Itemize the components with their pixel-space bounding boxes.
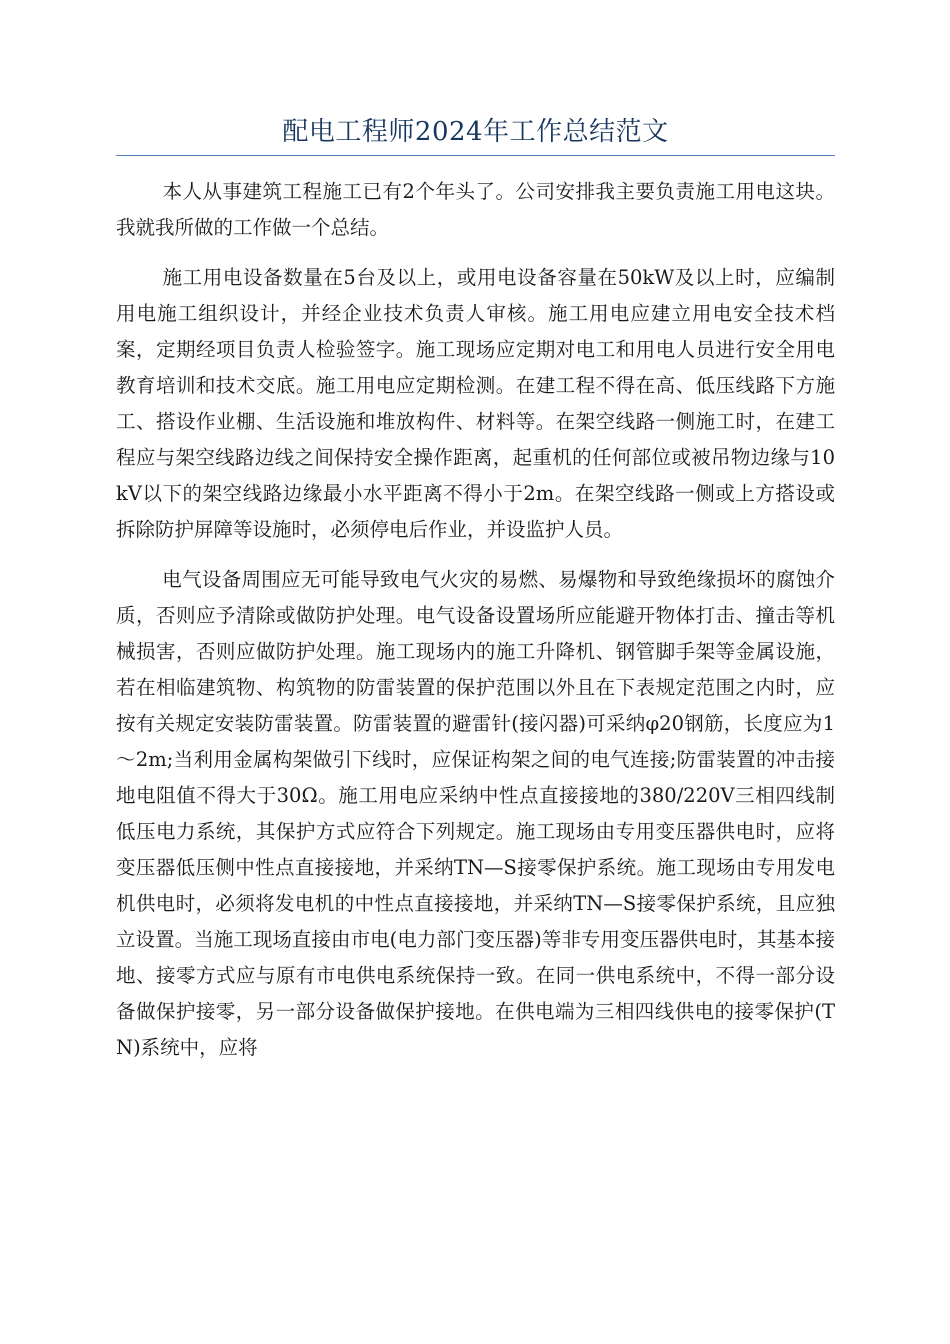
paragraph [116,174,835,246]
paragraph [116,260,835,548]
paragraph-text: 施工用电设备数量在5台及以上，或用电设备容量在50kW及以上时，应编制用电施工组织设计，并经企业技术负责人审核。施工用电应建立用电安全技术档案，定期经项目负责人检验签字。施工现场应定期对电工和用电人员进行安全用电教育培训和技术交底。施工用电应定期检测。在建工程不得在高、低压线路下方施工、搭设作业棚、生活设施和堆放构件、材料等。在架空线路一侧施工时，在建工程应与架空线路边线之间保持安全操作距离，起重机的任何部位或被吊物边缘与10kV以下的架空线路边缘最小水平距离不得小于2m。在架空线路一侧或上方搭设或拆除防护屏障等设施时，必须停电后作业，并设监护人员。 [116,266,835,541]
paragraph-text: 本人从事建筑工程施工已有2个年头了。公司安排我主要负责施工用电这块。我就我所做的工作做一个总结。 [116,180,835,239]
paragraph [116,562,835,1066]
title-block [116,108,835,156]
paragraph-text: 电气设备周围应无可能导致电气火灾的易燃、易爆物和导致绝缘损坏的腐蚀介质，否则应予清除或做防护处理。电气设备设置场所应能避开物体打击、撞击等机械损害，否则应做防护处理。施工现场内的施工升降机、钢管脚手架等金属设施，若在相临建筑物、构筑物的防雷装置的保护范围以外且在下表规定范围之内时，应按有关规定安装防雷装置。防雷装置的避雷针(接闪器)可采纳φ20钢筋，长度应为1～2m;当利用金属构架做引下线时，应保证构架之间的电气连接;防雷装置的冲击接地电阻值不得大于30Ω。施工用电应采纳中性点直接接地的380/220V三相四线制低压电力系统，其保护方式应符合下列规定。施工现场由专用变压器供电时，应将变压器低压侧中性点直接接地，并采纳TN—S接零保护系统。施工现场由专用发电机供电时，必须将发电机的中性点直接接地，并采纳TN—S接零保护系统，且应独立设置。当施工现场直接由市电(电力部门变压器)等非专用变压器供电时，其基本接地、接零方式应与原有市电供电系统保持一致。在同一供电系统中，不得一部分设备做保护接零，另一部分设备做保护接地。在供电端为三相四线供电的接零保护(TN)系统中，应将 [116,568,835,1059]
document-body [116,174,835,1080]
document-title: 配电工程师2024年工作总结范文 [282,117,669,147]
